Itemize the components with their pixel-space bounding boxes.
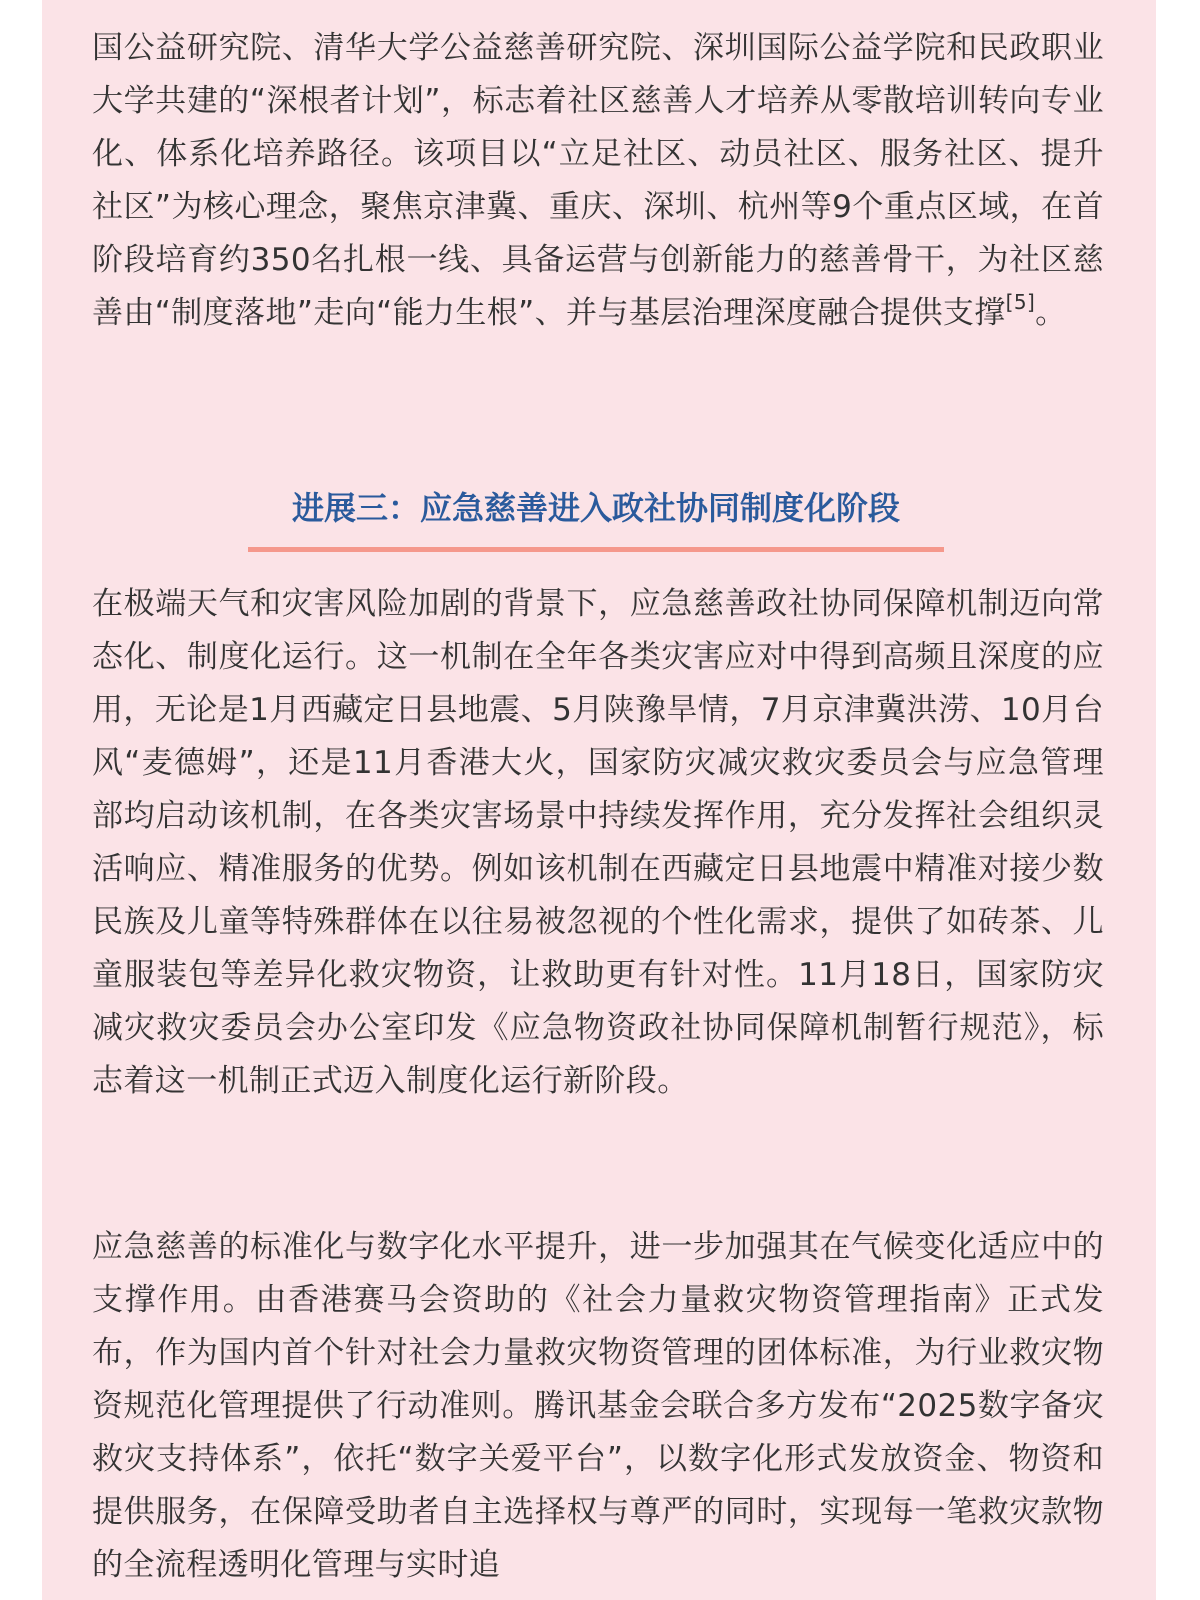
citation-reference[interactable]: [5] — [1005, 290, 1036, 314]
section-heading: 进展三：应急慈善进入政社协同制度化阶段 — [291, 489, 900, 527]
article-panel — [42, 0, 1156, 1600]
heading-underline — [248, 547, 944, 552]
paragraph-emergency-mechanism: 在极端天气和灾害风险加剧的背景下，应急慈善政社协同保障机制迈向常态化、制度化运行。这一机制在全年各类灾害应对中得到高频且深度的应用，无论是1月西藏定日县地震、5月陕豫旱情，7月京津冀洪涝、10月台风“麦德姆”，还是11月香港大火，国家防灾减灾救灾委员会与应急管理部均启动该机制，在各类灾害场景中持续发挥作用，充分发挥社会组织灵活响应、精准服务的优势。例如该机制在西藏定日县地震中精准对接少数民族及儿童等特殊群体在以往易被忽视的个性化需求，提供了如砖茶、儿童服装包等差异化救灾物资，让救助更有针对性。11月18日，国家防灾减灾救灾委员会办公室印发《应急物资政社协同保障机制暂行规范》，标志着这一机制正式迈入制度化运行新阶段。 — [92, 586, 1104, 1099]
paragraph-deep-roots-plan — [92, 22, 1104, 340]
paragraph-end-punctuation: 。 — [1035, 295, 1067, 331]
paragraph-standardization: 应急慈善的标准化与数字化水平提升，进一步加强其在气候变化适应中的支撑作用。由香港赛马会资助的《社会力量救灾物资管理指南》正式发布，作为国内首个针对社会力量救灾物资管理的团体标准，为行业救灾物资规范化管理提供了行动准则。腾讯基金会联合多方发布“2025数字备灾救灾支持体系”，依托“数字关爱平台”，以数字化形式发放资金、物资和提供服务，在保障受助者自主选择权与尊严的同时，实现每一笔救灾款物的全流程透明化管理与实时追 — [92, 1229, 1104, 1583]
paragraph-text: 国公益研究院、清华大学公益慈善研究院、深圳国际公益学院和民政职业大学共建的“深根者计划”，标志着社区慈善人才培养从零散培训转向专业化、体系化培养路径。该项目以“立足社区、动员社区、服务社区、提升社区”为核心理念，聚焦京津冀、重庆、深圳、杭州等9个重点区域，在首阶段培育约350名扎根一线、具备运营与创新能力的慈善骨干，为社区慈善由“制度落地”走向“能力生根”、并与基层治理深度融合提供支撑 — [92, 30, 1104, 331]
